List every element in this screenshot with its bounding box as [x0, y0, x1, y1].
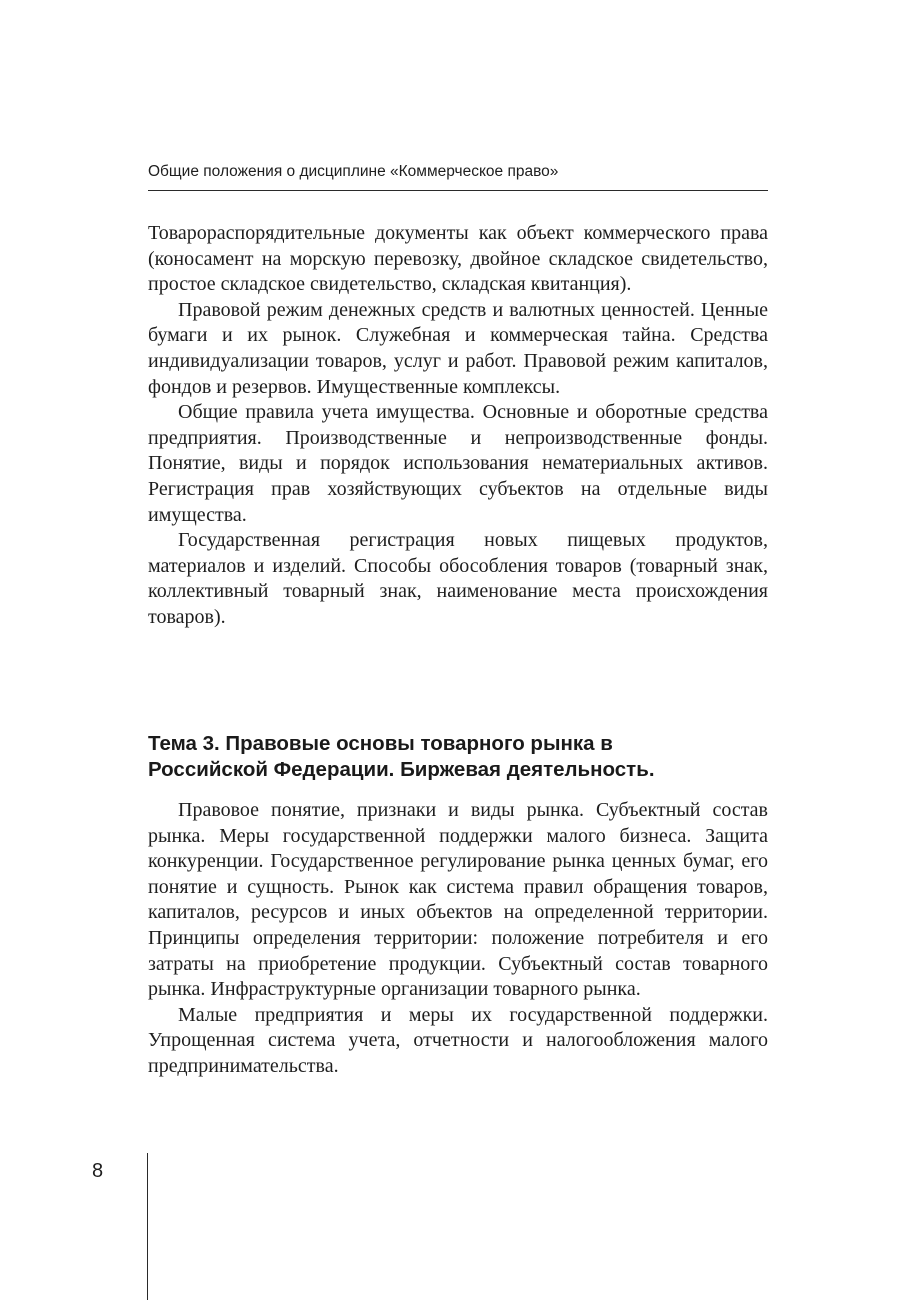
paragraph: Малые предприятия и меры их государственной поддержки. Упрощенная система учета, отчетности и налогообложения малого предпринимательства.	[148, 1003, 768, 1077]
running-head: Общие положения о дисциплине «Коммерческое право»	[148, 163, 559, 180]
margin-rule	[147, 1153, 148, 1300]
section-heading-line-1: Тема 3. Правовые основы товарного рынка в	[148, 732, 613, 755]
section-heading-line-2: Российской Федерации. Биржевая деятельность.	[148, 758, 655, 781]
paragraph: Правовое понятие, признаки и виды рынка. Субъектный состав рынка. Меры государственной поддержки малого бизнеса. Защита конкуренции. Государственное регулирование рынка ценных бумаг, его понятие и сущность. Рынок как система правил обращения товаров, капиталов, ресурсов и иных объектов на определенной территории. Принципы определения территории: положение потребителя и его затраты на приобретение продукции. Субъектный состав товарного рынка. Инфраструктурные организации товарного рынка.	[148, 799, 768, 1001]
paragraph: Государственная регистрация новых пищевых продуктов, материалов и изделий. Способы обособления товаров (товарный знак, коллективный товарный знак, наименование места происхождения товаров).	[148, 529, 768, 628]
section-heading	[148, 731, 788, 783]
paragraph: Общие правила учета имущества. Основные и оборотные средства предприятия. Производственные и непроизводственные фонды. Понятие, виды и порядок использования нематериальных активов. Регистрация прав хозяйствующих субъектов на отдельные виды имущества.	[148, 401, 768, 526]
paragraph: Товарораспорядительные документы как объект коммерческого права (коносамент на морскую перевозку, двойное складское свидетельство, простое складское свидетельство, складская квитанция).	[148, 222, 768, 296]
header-rule	[148, 190, 768, 191]
body-text-top	[148, 221, 768, 631]
body-text-bottom	[148, 798, 768, 1080]
page-number: 8	[92, 1160, 104, 1182]
paragraph: Правовой режим денежных средств и валютных ценностей. Ценные бумаги и их рынок. Служебная и коммерческая тайна. Средства индивидуализации товаров, услуг и работ. Правовой режим капиталов, фондов и резервов. Имущественные комплексы.	[148, 298, 768, 398]
